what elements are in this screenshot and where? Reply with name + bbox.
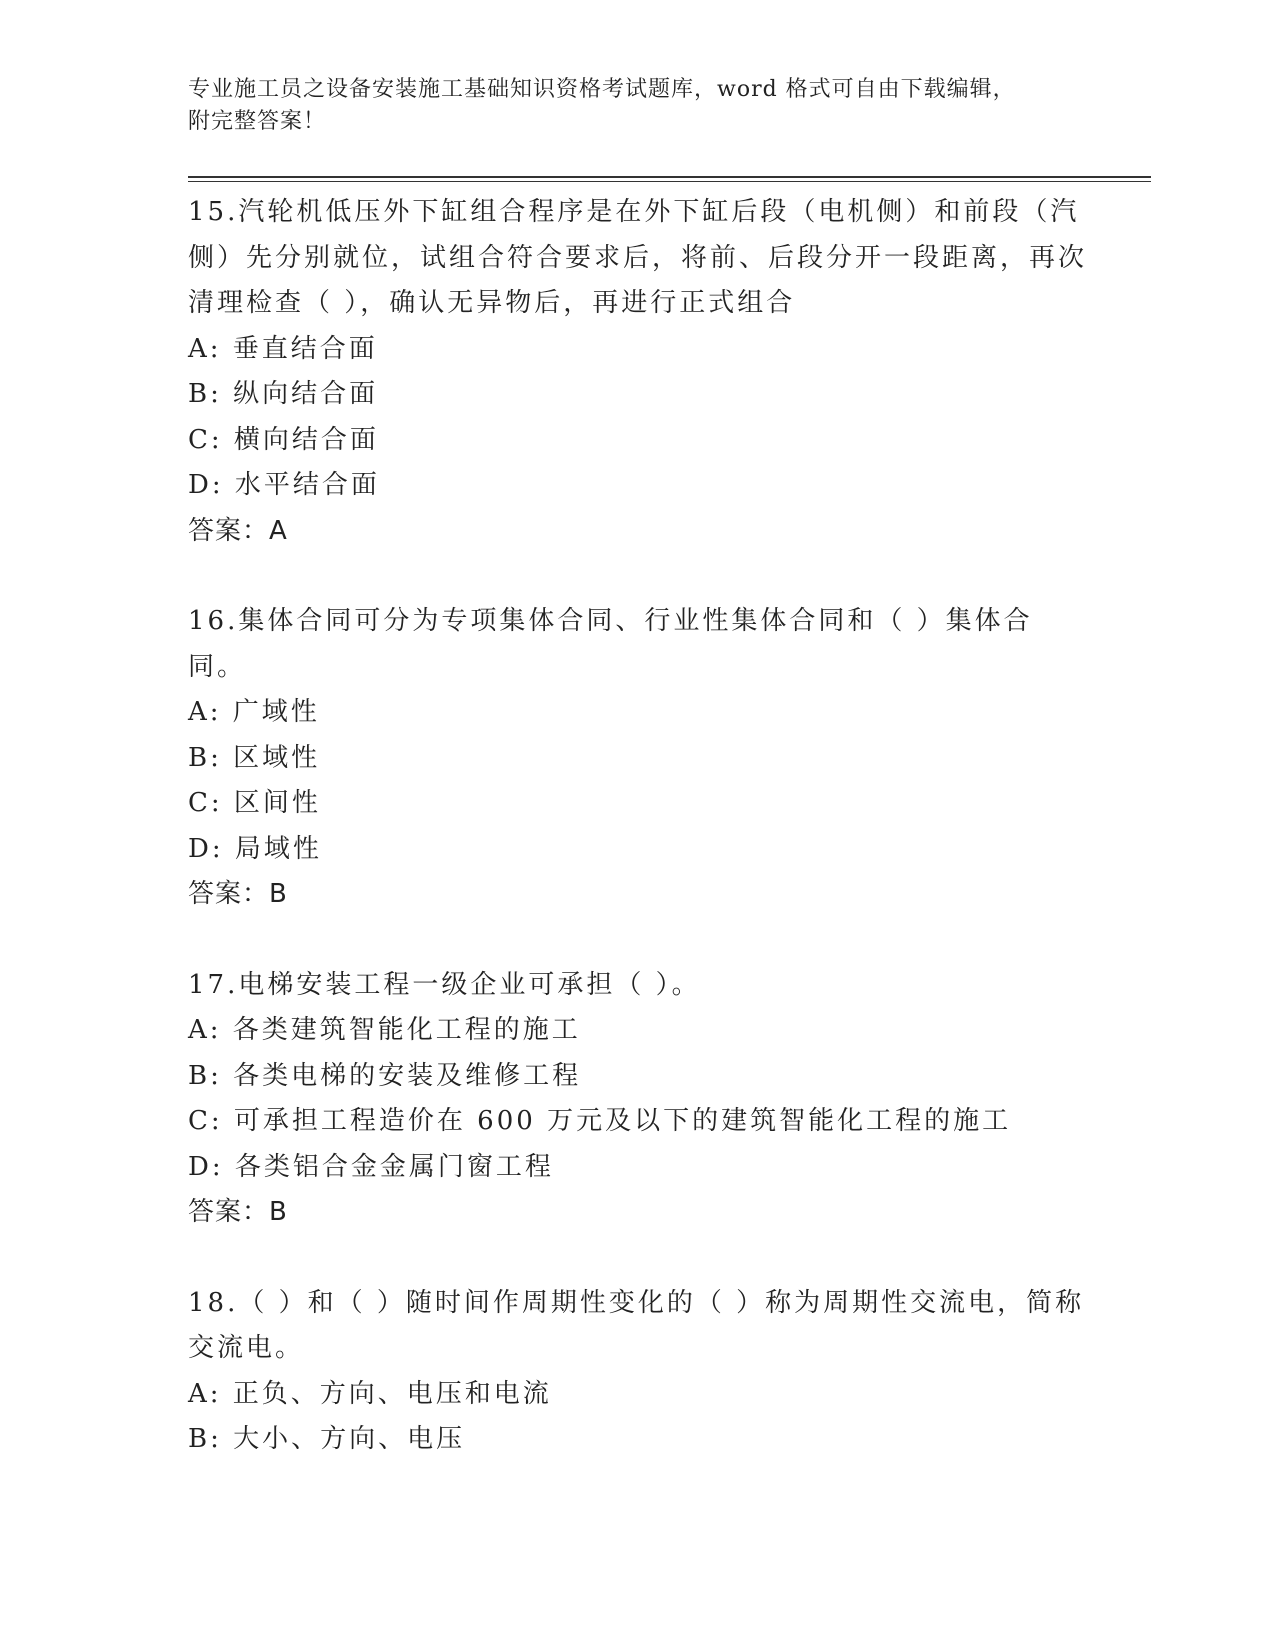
option-c: C: 可承担工程造价在 600 万元及以下的建筑智能化工程的施工 (188, 1106, 1012, 1136)
option-b: B: 区域性 (188, 742, 321, 773)
answer-label: 答案：B (188, 1197, 288, 1227)
answer-label: 答案：A (188, 515, 288, 546)
option-a: A: 正负、方向、电压和电流 (188, 1378, 552, 1409)
option-a: A: 各类建筑智能化工程的施工 (188, 1015, 581, 1045)
question-stem: 16.集体合同可分为专项集体合同、行业性集体合同和（ ）集体合同。 (188, 606, 1033, 682)
question-stem: 17.电梯安装工程一级企业可承担（ ）。 (188, 969, 701, 1000)
option-d: D: 局域性 (188, 833, 322, 864)
option-d: D: 水平结合面 (188, 470, 380, 500)
document-header (188, 74, 1068, 138)
header-rule-thick (188, 176, 1151, 178)
question-17 (188, 963, 1088, 1236)
question-18 (188, 1281, 1088, 1463)
option-c: C: 区间性 (188, 788, 321, 818)
option-b: B: 各类电梯的安装及维修工程 (188, 1060, 582, 1091)
option-d: D: 各类铝合金金属门窗工程 (188, 1151, 554, 1182)
option-a: A: 广域性 (188, 697, 320, 727)
question-stem: 15.汽轮机低压外下缸组合程序是在外下缸后段（电机侧）和前段（汽侧）先分别就位，试组合符合要求后，将前、后段分开一段距离，再次清理检查（ ），确认无异物后，再进行正式组合 (188, 197, 1088, 318)
option-b: B: 纵向结合面 (188, 379, 379, 409)
question-list (188, 190, 1088, 1508)
answer-label: 答案：B (188, 879, 288, 909)
question-15 (188, 190, 1088, 554)
question-stem: 18.（ ）和（ ）随时间作周期性变化的（ ）称为周期性交流电，简称交流电。 (188, 1287, 1085, 1363)
question-16 (188, 599, 1088, 918)
header-rule-thin (188, 181, 1151, 182)
option-c: C: 横向结合面 (188, 424, 379, 455)
header-line-1: 专业施工员之设备安装施工基础知识资格考试题库，word 格式可自由下载编辑， (188, 77, 1016, 102)
option-b: B: 大小、方向、电压 (188, 1424, 466, 1454)
option-a: A: 垂直结合面 (188, 333, 378, 364)
header-line-2: 附完整答案！ (188, 109, 327, 134)
